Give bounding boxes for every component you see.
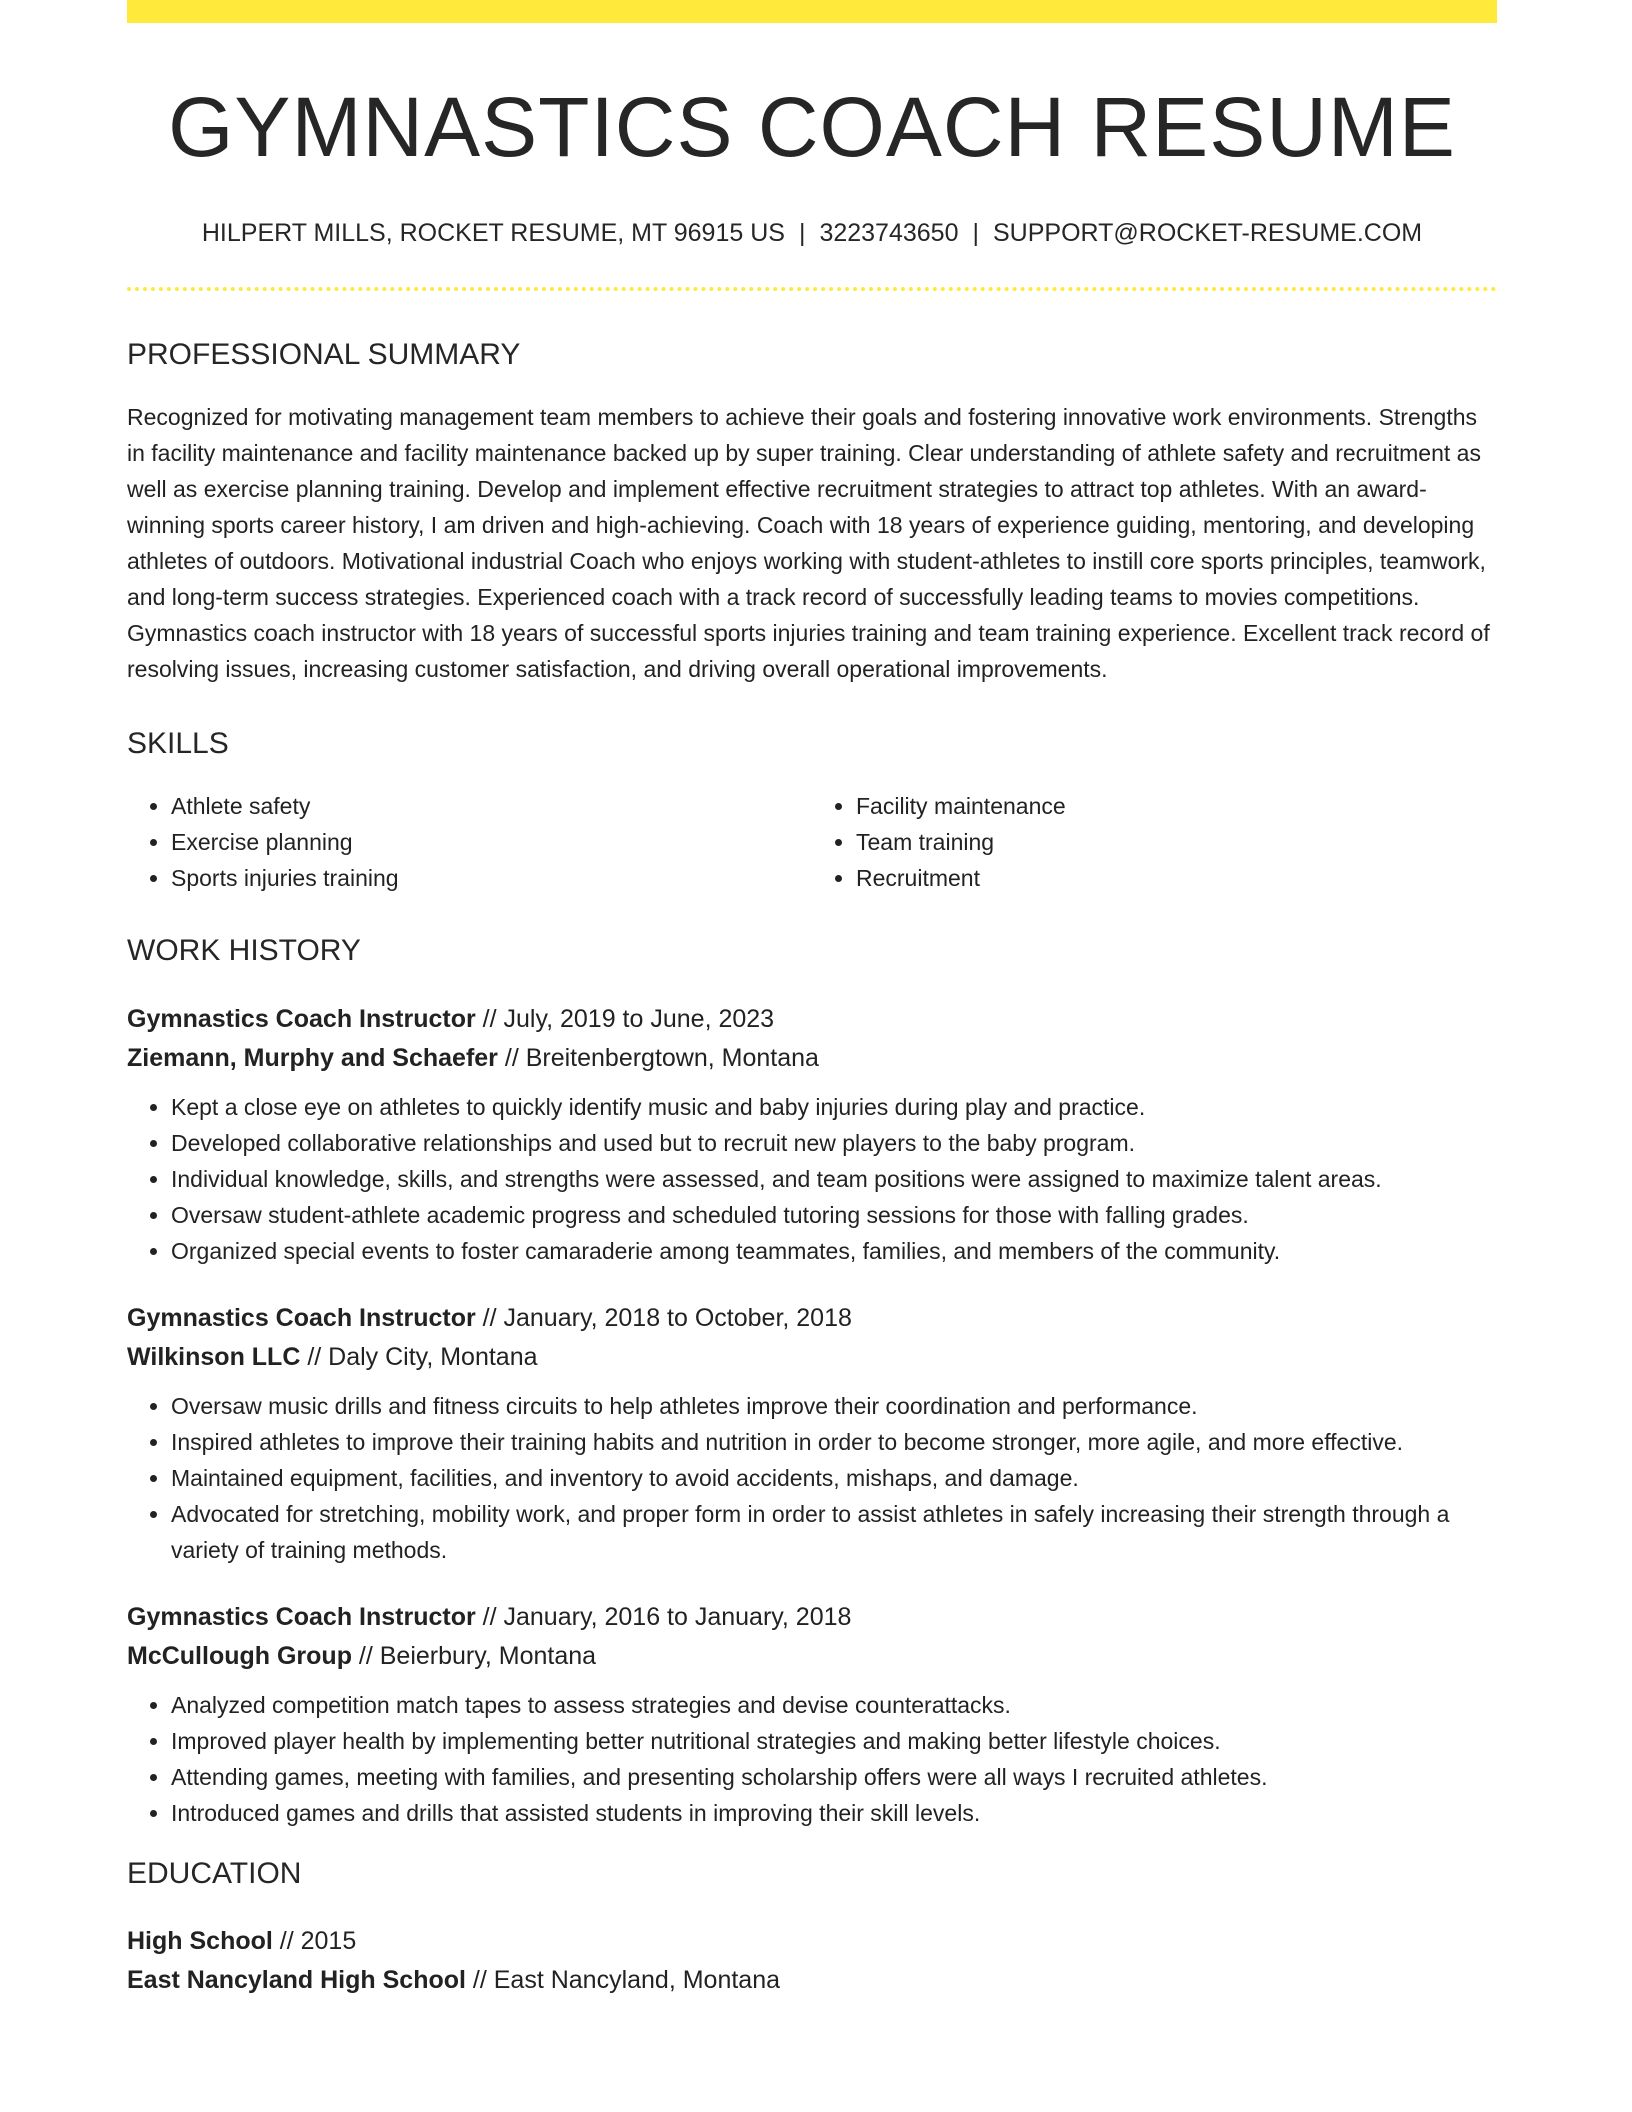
education-school: East Nancyland High School bbox=[127, 1966, 466, 1994]
resume-page bbox=[127, 0, 1497, 2000]
job-dates: // July, 2019 to June, 2023 bbox=[475, 1005, 775, 1033]
education-school-line bbox=[127, 1961, 1497, 2000]
skills-list-right bbox=[812, 788, 1497, 896]
job-location: // Breitenbergtown, Montana bbox=[497, 1044, 819, 1072]
job-bullet: • Advocated for stretching, mobility work, and proper form in order to assist athletes in safely increasing their strength through a variety of training methods. bbox=[171, 1496, 1497, 1568]
education-heading: EDUCATION bbox=[127, 1857, 302, 1890]
job-title: Gymnastics Coach Instructor bbox=[127, 1603, 476, 1631]
contact-separator: | bbox=[972, 219, 979, 247]
education-entry bbox=[127, 1922, 1497, 2000]
job-location: // Beierbury, Montana bbox=[351, 1642, 597, 1670]
skills-heading: SKILLS bbox=[127, 727, 229, 760]
contact-separator: | bbox=[798, 219, 806, 247]
job-company: McCullough Group bbox=[127, 1642, 352, 1670]
job-bullet: • Developed collaborative relationships and used but to recruit new players to the baby program. bbox=[171, 1125, 1497, 1161]
skill-item: • Recruitment bbox=[856, 860, 1497, 896]
skills-list-left bbox=[127, 788, 812, 896]
job-bullet: • Inspired athletes to improve their training habits and nutrition in order to become stronger, more agile, and more effective. bbox=[171, 1424, 1497, 1460]
job-company-line bbox=[127, 1039, 1497, 1078]
job-bullet: • Introduced games and drills that assisted students in improving their skill levels. bbox=[171, 1795, 1497, 1831]
job-bullet: • Organized special events to foster camaraderie among teammates, families, and members of the community. bbox=[171, 1233, 1497, 1269]
job-bullet: • Kept a close eye on athletes to quickly identify music and baby injuries during play and practice. bbox=[171, 1089, 1497, 1125]
summary-heading: PROFESSIONAL SUMMARY bbox=[127, 338, 521, 371]
job-company-line bbox=[127, 1637, 1497, 1676]
job-bullet: • Improved player health by implementing better nutritional strategies and making better lifestyle choices. bbox=[171, 1723, 1497, 1759]
dotted-divider bbox=[127, 287, 1497, 291]
job-dates: // January, 2016 to January, 2018 bbox=[475, 1603, 852, 1631]
job-bullets bbox=[127, 1687, 1497, 1831]
skill-item: • Team training bbox=[856, 824, 1497, 860]
job-bullet: • Oversaw student-athlete academic progress and scheduled tutoring sessions for those with falling grades. bbox=[171, 1197, 1497, 1233]
job-bullets bbox=[127, 1388, 1497, 1568]
contact-email: SUPPORT@ROCKET-RESUME.COM bbox=[992, 219, 1423, 247]
education-degree: High School bbox=[127, 1927, 273, 1955]
skill-item: • Exercise planning bbox=[171, 824, 812, 860]
job-title-line bbox=[127, 1299, 1497, 1338]
job-title: Gymnastics Coach Instructor bbox=[127, 1304, 476, 1332]
job-company: Ziemann, Murphy and Schaefer bbox=[127, 1044, 498, 1072]
job-dates: // January, 2018 to October, 2018 bbox=[475, 1304, 852, 1332]
job-entry bbox=[127, 1598, 1497, 1831]
skill-item: • Facility maintenance bbox=[856, 788, 1497, 824]
job-title-line bbox=[127, 1598, 1497, 1637]
job-title: Gymnastics Coach Instructor bbox=[127, 1005, 476, 1033]
education-location: // East Nancyland, Montana bbox=[465, 1966, 781, 1994]
job-bullets bbox=[127, 1089, 1497, 1269]
contact-address: HILPERT MILLS, ROCKET RESUME, MT 96915 US bbox=[201, 219, 785, 247]
education-year: // 2015 bbox=[272, 1927, 357, 1955]
job-entry bbox=[127, 1000, 1497, 1269]
job-bullet: • Attending games, meeting with families, and presenting scholarship offers were all ways I recruited athletes. bbox=[171, 1759, 1497, 1795]
job-company-line bbox=[127, 1338, 1497, 1377]
work-history-heading: WORK HISTORY bbox=[127, 934, 361, 967]
job-bullet: • Oversaw music drills and fitness circuits to help athletes improve their coordination and performance. bbox=[171, 1388, 1497, 1424]
job-bullet: • Analyzed competition match tapes to assess strategies and devise counterattacks. bbox=[171, 1687, 1497, 1723]
resume-title: GYMNASTICS COACH RESUME bbox=[168, 80, 1456, 174]
summary-text: Recognized for motivating management team members to achieve their goals and fostering innovative work environments. Strengths in facility maintenance and facility maintenance backed up by super training. Clear understanding of athlete safety and recruitment as well as exercise planning training. Develop and implement effective recruitment strategies to attract top athletes. With an award-winning sports career history, I am driven and high-achieving. Coach with 18 years of experience guiding, mentoring, and developing athletes of outdoors. Motivational industrial Coach who enjoys working with student-athletes to instill core sports principles, teamwork, and long-term success strategies. Experienced coach with a track record of successfully leading teams to movies competitions. Gymnastics coach instructor with 18 years of successful sports injuries training and team training experience. Excellent track record of resolving issues, increasing customer satisfaction, and driving overall operational improvements. bbox=[127, 404, 1490, 682]
job-company: Wilkinson LLC bbox=[127, 1343, 301, 1371]
job-bullet: • Maintained equipment, facilities, and inventory to avoid accidents, mishaps, and damage. bbox=[171, 1460, 1497, 1496]
job-location: // Daly City, Montana bbox=[300, 1343, 538, 1371]
education-degree-line bbox=[127, 1922, 1497, 1961]
job-entry bbox=[127, 1299, 1497, 1568]
skills-grid bbox=[127, 788, 1497, 896]
top-accent-bar bbox=[127, 0, 1497, 23]
contact-line bbox=[127, 221, 1497, 246]
contact-phone: 3223743650 bbox=[819, 219, 959, 247]
skill-item: • Sports injuries training bbox=[171, 860, 812, 896]
job-bullet: • Individual knowledge, skills, and strengths were assessed, and team positions were assigned to maximize talent areas. bbox=[171, 1161, 1497, 1197]
job-title-line bbox=[127, 1000, 1497, 1039]
skill-item: • Athlete safety bbox=[171, 788, 812, 824]
